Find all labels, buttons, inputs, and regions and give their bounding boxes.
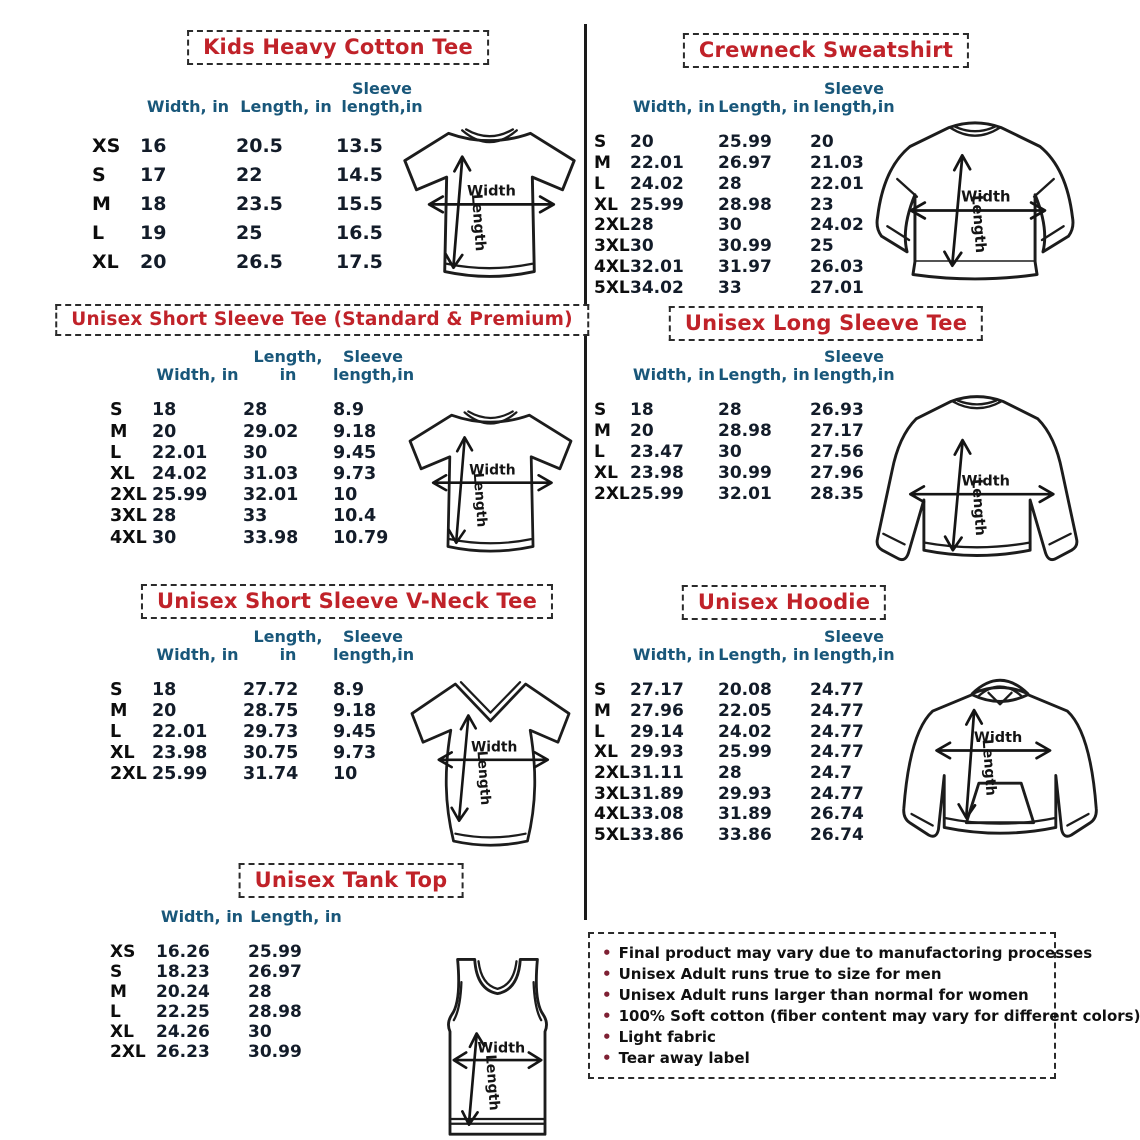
long-sleeve-tee-illustration	[862, 386, 1092, 588]
cell-size: XS	[110, 941, 136, 962]
cell-size: S	[110, 400, 123, 421]
cell-size: S	[110, 680, 123, 701]
cell-sleeve: 10.79	[333, 527, 389, 548]
header-spacer	[594, 664, 630, 680]
cell-length: 30.99	[718, 236, 772, 257]
cell-width: 30	[630, 236, 654, 257]
cell-length: 24.02	[718, 721, 772, 742]
cell-sleeve: 16.5	[336, 222, 383, 245]
cell-width: 16	[140, 135, 167, 158]
column-header-width: Width, in	[632, 644, 716, 664]
column-header-width: Width, in	[632, 96, 716, 116]
cell-size: L	[92, 222, 105, 245]
cell-size: M	[594, 700, 611, 721]
length-label: Length	[467, 193, 489, 252]
tshirt-illustration	[392, 108, 587, 297]
bullet-icon: •	[602, 1049, 612, 1067]
cell-width: 23.47	[630, 442, 684, 463]
cell-length: 25.99	[718, 742, 772, 763]
note-text: Tear away label	[618, 1049, 750, 1067]
cell-size: M	[110, 701, 128, 722]
column-header-sleeve: Sleeve length,in	[333, 627, 415, 664]
cell-width: 23.98	[630, 463, 684, 484]
section-title: Unisex Hoodie	[682, 585, 886, 620]
cell-size: L	[594, 173, 605, 194]
note-text: Unisex Adult runs true to size for men	[618, 965, 942, 983]
cell-size: XL	[92, 251, 119, 274]
column-header-length: Length, in	[253, 347, 323, 384]
cell-size: 3XL	[594, 236, 630, 257]
cell-sleeve: 27.17	[810, 421, 864, 442]
cell-length: 33	[243, 506, 268, 527]
cell-width: 25.99	[630, 484, 684, 505]
cell-width: 28	[630, 215, 654, 236]
cell-sleeve: 10	[333, 485, 358, 506]
length-label: Length	[978, 738, 999, 797]
cell-length: 31.89	[718, 804, 772, 825]
cell-width: 33.86	[630, 824, 684, 845]
cell-length: 30.99	[718, 463, 772, 484]
cell-width: 18	[152, 680, 177, 701]
cell-size: 4XL	[594, 804, 630, 825]
column-header-length: Length, in	[253, 627, 323, 664]
cell-sleeve: 26.03	[810, 256, 864, 277]
cell-size: 2XL	[110, 1041, 146, 1062]
column-header-width: Width, in	[632, 364, 716, 384]
cell-length: 33.98	[243, 527, 299, 548]
bullet-icon: •	[602, 1028, 612, 1046]
column-header-sleeve: Sleeve length,in	[813, 347, 895, 384]
size-table	[110, 908, 344, 1062]
cell-width: 31.89	[630, 783, 684, 804]
cell-width: 18	[630, 400, 654, 421]
header-spacer	[594, 384, 630, 400]
cell-size: 5XL	[594, 824, 630, 845]
cell-sleeve: 24.77	[810, 721, 864, 742]
cell-size: 3XL	[110, 506, 147, 527]
cell-length: 27.72	[243, 680, 299, 701]
width-label: Width	[961, 188, 1011, 206]
cell-length: 30.75	[243, 743, 299, 764]
cell-width: 32.01	[630, 256, 684, 277]
column-header-length: Length, in	[718, 364, 810, 384]
cell-sleeve: 28.35	[810, 484, 864, 505]
cell-width: 20	[140, 251, 167, 274]
cell-width: 24.26	[156, 1021, 210, 1042]
section-title: Unisex Short Sleeve Tee (Standard & Premium)	[55, 304, 589, 336]
cell-length: 20.08	[718, 680, 772, 701]
length-label: Length	[469, 472, 490, 528]
cell-size: 2XL	[594, 215, 630, 236]
section-title: Kids Heavy Cotton Tee	[187, 30, 489, 65]
cell-size: M	[594, 421, 611, 442]
header-spacer	[92, 116, 140, 132]
cell-sleeve: 23	[810, 194, 834, 215]
note-text: 100% Soft cotton (fiber content may vary for different colors)	[618, 1007, 1140, 1025]
cell-size: 2XL	[594, 484, 630, 505]
cell-length: 31.74	[243, 764, 299, 785]
cell-size: L	[110, 722, 122, 743]
column-header-width: Width, in	[160, 907, 244, 926]
cell-sleeve: 25	[810, 236, 834, 257]
cell-width: 33.08	[630, 804, 684, 825]
column-header-width: Width, in	[156, 364, 239, 384]
cell-width: 27.17	[630, 680, 684, 701]
cell-length: 25.99	[248, 941, 302, 962]
cell-length: 26.97	[248, 961, 302, 982]
note-item	[602, 985, 1042, 1006]
cell-sleeve: 14.5	[336, 164, 383, 187]
size-table	[594, 348, 898, 505]
cell-size: L	[594, 442, 605, 463]
cell-length: 23.5	[236, 193, 283, 216]
cell-length: 28	[718, 173, 742, 194]
cell-length: 32.01	[243, 485, 299, 506]
cell-width: 18	[152, 400, 177, 421]
cell-width: 25.99	[152, 485, 208, 506]
width-label: Width	[973, 729, 1023, 746]
cell-length: 31.97	[718, 256, 772, 277]
cell-length: 20.5	[236, 135, 283, 158]
cell-size: XL	[594, 742, 618, 763]
cell-size: L	[110, 1001, 121, 1022]
cell-length: 30	[243, 442, 268, 463]
note-item	[602, 1006, 1140, 1027]
note-text: Unisex Adult runs larger than normal for women	[618, 986, 1029, 1004]
cell-sleeve: 9.73	[333, 743, 377, 764]
note-item	[602, 1027, 1042, 1048]
cell-sleeve: 9.18	[333, 701, 377, 722]
cell-length: 28.75	[243, 701, 299, 722]
cell-sleeve: 24.7	[810, 762, 852, 783]
column-header-length: Length, in	[718, 644, 810, 664]
cell-size: XL	[110, 1021, 134, 1042]
cell-width: 18	[140, 193, 167, 216]
cell-length: 28.98	[718, 194, 772, 215]
cell-sleeve: 24.77	[810, 783, 864, 804]
cell-sleeve: 27.96	[810, 463, 864, 484]
cell-length: 28	[718, 762, 742, 783]
header-spacer	[110, 384, 152, 400]
cell-sleeve: 26.74	[810, 804, 864, 825]
cell-length: 30	[718, 215, 742, 236]
cell-sleeve: 17.5	[336, 251, 383, 274]
cell-length: 30	[718, 442, 742, 463]
cell-length: 31.03	[243, 463, 299, 484]
length-label: Length	[968, 194, 990, 254]
cell-length: 22.05	[718, 700, 772, 721]
cell-sleeve: 10.4	[333, 506, 377, 527]
cell-size: 2XL	[594, 762, 630, 783]
cell-width: 16.26	[156, 941, 210, 962]
cell-length: 28	[243, 400, 268, 421]
note-text: Final product may vary due to manufactoring processes	[618, 944, 1093, 962]
bullet-icon: •	[602, 1007, 612, 1025]
cell-length: 30.99	[248, 1041, 302, 1062]
header-spacer	[110, 664, 152, 680]
cell-size: S	[110, 961, 123, 982]
size-table	[594, 628, 898, 845]
cell-sleeve: 24.77	[810, 700, 864, 721]
cell-width: 20.24	[156, 981, 210, 1002]
length-label: Length	[482, 1054, 502, 1112]
header-spacer	[594, 116, 630, 132]
cell-length: 28	[248, 981, 272, 1002]
note-item	[602, 964, 1042, 985]
size-table	[110, 348, 413, 548]
column-header-width: Width, in	[156, 644, 239, 664]
column-header-sleeve: Sleeve length,in	[333, 347, 415, 384]
v-neck-tee-illustration	[398, 660, 583, 858]
size-table	[92, 80, 428, 277]
width-label: Width	[477, 1040, 526, 1057]
cell-sleeve: 9.18	[333, 421, 377, 442]
cell-length: 33	[718, 277, 742, 298]
note-item	[602, 943, 1093, 964]
cell-width: 20	[152, 421, 177, 442]
cell-size: 3XL	[594, 783, 630, 804]
cell-size: M	[110, 421, 128, 442]
column-header-sleeve: Sleeve length,in	[813, 627, 895, 664]
column-header-sleeve: Sleeve length,in	[341, 79, 423, 116]
cell-sleeve: 9.73	[333, 463, 377, 484]
length-label: Length	[473, 750, 494, 806]
width-label: Width	[961, 473, 1010, 490]
crewneck-illustration	[858, 114, 1093, 310]
cell-length: 28	[718, 400, 742, 421]
cell-sleeve: 20	[810, 132, 834, 153]
cell-width: 20	[630, 132, 654, 153]
cell-width: 18.23	[156, 961, 210, 982]
width-label: Width	[466, 182, 516, 200]
column-header-length: Length, in	[718, 96, 810, 116]
tshirt-illustration	[398, 390, 583, 572]
section-title: Unisex Long Sleeve Tee	[669, 306, 983, 341]
cell-sleeve: 27.01	[810, 277, 864, 298]
cell-width: 30	[152, 527, 177, 548]
cell-length: 33.86	[718, 824, 772, 845]
cell-width: 22.01	[630, 153, 684, 173]
cell-size: M	[594, 153, 611, 173]
cell-width: 20	[630, 421, 654, 442]
cell-sleeve: 24.77	[810, 680, 864, 701]
cell-size: 2XL	[110, 485, 147, 506]
cell-length: 26.5	[236, 251, 283, 274]
cell-sleeve: 26.93	[810, 400, 864, 421]
cell-size: 2XL	[110, 764, 147, 785]
cell-size: L	[594, 721, 605, 742]
cell-width: 26.23	[156, 1041, 210, 1062]
cell-size: XL	[110, 463, 135, 484]
cell-width: 27.96	[630, 700, 684, 721]
section-title: Crewneck Sweatshirt	[683, 33, 969, 68]
cell-width: 23.98	[152, 743, 208, 764]
cell-width: 34.02	[630, 277, 684, 298]
section-title: Unisex Tank Top	[239, 863, 464, 898]
section-title: Unisex Short Sleeve V-Neck Tee	[141, 584, 553, 619]
cell-length: 28.98	[248, 1001, 302, 1022]
cell-size: S	[594, 680, 607, 701]
cell-width: 28	[152, 506, 177, 527]
cell-width: 24.02	[630, 173, 684, 194]
cell-sleeve: 9.45	[333, 722, 377, 743]
cell-width: 19	[140, 222, 167, 245]
column-header-width: Width, in	[146, 96, 230, 116]
bullet-icon: •	[602, 986, 612, 1004]
header-spacer	[110, 926, 156, 942]
cell-size: XL	[594, 194, 618, 215]
product-notes-box	[588, 932, 1140, 1079]
cell-size: S	[92, 164, 106, 187]
cell-sleeve: 10	[333, 764, 358, 785]
cell-sleeve: 8.9	[333, 680, 365, 701]
cell-sleeve: 15.5	[336, 193, 383, 216]
column-header-length: Length, in	[250, 907, 342, 926]
bullet-icon: •	[602, 965, 612, 983]
column-header-length: Length, in	[240, 96, 332, 116]
tank-top-illustration	[420, 948, 575, 1140]
cell-length: 30	[248, 1021, 272, 1042]
cell-width: 22.01	[152, 442, 208, 463]
cell-length: 29.73	[243, 722, 299, 743]
cell-width: 25.99	[630, 194, 684, 215]
cell-size: 4XL	[594, 256, 630, 277]
cell-sleeve: 24.02	[810, 215, 864, 236]
cell-sleeve: 21.03	[810, 153, 864, 173]
cell-length: 26.97	[718, 153, 772, 173]
cell-width: 22.25	[156, 1001, 210, 1022]
cell-length: 28.98	[718, 421, 772, 442]
cell-sleeve: 27.56	[810, 442, 864, 463]
cell-sleeve: 8.9	[333, 400, 365, 421]
cell-length: 29.93	[718, 783, 772, 804]
cell-length: 25.99	[718, 132, 772, 153]
size-table	[110, 628, 413, 785]
cell-length: 32.01	[718, 484, 772, 505]
cell-sleeve: 26.74	[810, 824, 864, 845]
cell-sleeve: 22.01	[810, 173, 864, 194]
cell-size: 4XL	[110, 527, 147, 548]
cell-sleeve: 24.77	[810, 742, 864, 763]
cell-length: 22	[236, 164, 263, 187]
cell-width: 25.99	[152, 764, 208, 785]
size-table	[594, 80, 898, 298]
cell-sleeve: 13.5	[336, 135, 383, 158]
cell-size: XL	[594, 463, 618, 484]
cell-width: 17	[140, 164, 167, 187]
cell-length: 25	[236, 222, 263, 245]
note-text: Light fabric	[618, 1028, 716, 1046]
length-label: Length	[968, 478, 989, 537]
cell-width: 24.02	[152, 463, 208, 484]
note-item	[602, 1048, 1042, 1069]
cell-size: XS	[92, 135, 121, 158]
cell-size: L	[110, 442, 122, 463]
cell-width: 31.11	[630, 762, 684, 783]
cell-size: S	[594, 400, 607, 421]
bullet-icon: •	[602, 944, 612, 962]
cell-width: 22.01	[152, 722, 208, 743]
cell-size: M	[92, 193, 111, 216]
cell-width: 29.93	[630, 742, 684, 763]
width-label: Width	[469, 462, 516, 479]
cell-width: 20	[152, 701, 177, 722]
cell-size: S	[594, 132, 607, 153]
hoodie-illustration	[878, 662, 1123, 868]
cell-size: XL	[110, 743, 135, 764]
cell-sleeve: 9.45	[333, 442, 377, 463]
cell-width: 29.14	[630, 721, 684, 742]
width-label: Width	[470, 739, 518, 756]
cell-size: M	[110, 981, 127, 1002]
cell-size: 5XL	[594, 277, 630, 298]
column-header-sleeve: Sleeve length,in	[813, 79, 895, 116]
cell-length: 29.02	[243, 421, 299, 442]
